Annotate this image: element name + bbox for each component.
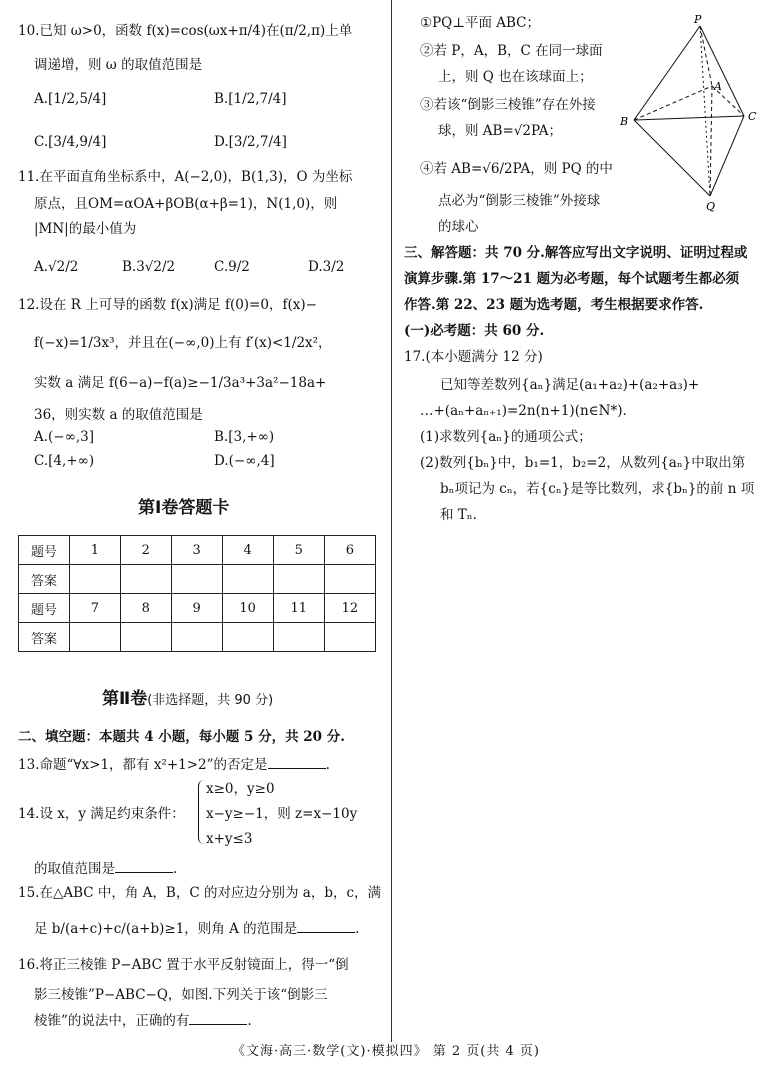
q14-constraint1: x≥0，y≥0 (206, 781, 275, 797)
answer-cell[interactable] (70, 623, 121, 652)
question-number: 10 (222, 594, 273, 623)
part2-title (102, 684, 273, 709)
q13-text: 13.命题“∀x>1，都有 x²+1>2”的否定是 (18, 757, 268, 773)
answer-card-table (18, 535, 376, 652)
question-number: 7 (70, 594, 121, 623)
q13-blank[interactable] (268, 756, 326, 769)
table-row (19, 565, 376, 594)
q15-stem2-text: 足 b/(a+c)+c/(a+b)≥1，则角 A 的范围是 (34, 921, 298, 937)
answer-cell[interactable] (273, 565, 324, 594)
q15-stem2: 足 b/(a+c)+c/(a+b)≥1，则角 A 的范围是 . (34, 921, 360, 937)
q12-option-c: C.[4,+∞) (34, 453, 95, 469)
table-row (19, 536, 376, 565)
q11-stem2: 原点，且OM=αOA+βOB(α+β=1)，N(1,0)，则 (34, 196, 338, 212)
table-row (19, 623, 376, 652)
q16-statement-4b: 点必为“倒影三棱锥”外接球 (438, 193, 601, 209)
question-number: 5 (273, 536, 324, 565)
answer-card-title: 第Ⅰ卷答题卡 (138, 498, 230, 518)
question-number: 12 (324, 594, 375, 623)
q16-statement-1: ①PQ⊥平面 ABC； (420, 15, 540, 31)
page-footer: 《文海·高三·数学(文)·模拟四》 第 2 页(共 4 页) (232, 1044, 540, 1059)
q10-option-a: A.[1/2,5/4] (34, 91, 107, 107)
label-b: B (620, 115, 629, 128)
q11-option-d: D.3/2 (308, 259, 345, 275)
answer-cell[interactable] (273, 623, 324, 652)
label-a: A (714, 80, 722, 93)
q14-constraint2: x−y≥−1，则 z=x−10y (206, 806, 358, 822)
q10-option-b: B.[1/2,7/4] (214, 91, 287, 107)
answer-cell[interactable] (70, 565, 121, 594)
q10-option-c: C.[3/4,9/4] (34, 134, 107, 150)
q10-stem2: 调递增，则 ω 的取值范围是 (34, 57, 203, 73)
question-number: 3 (171, 536, 222, 565)
answer-cell[interactable] (120, 623, 171, 652)
section3-heading-3: 作答.第 22、23 题为选考题，考生根据要求作答. (404, 297, 704, 313)
q14-post: 的取值范围是 . (34, 861, 178, 877)
q11-option-a: A.√2/2 (34, 259, 79, 275)
row-label: 答案 (19, 565, 70, 594)
answer-cell[interactable] (171, 565, 222, 594)
question-number: 4 (222, 536, 273, 565)
q16-statement-2b: 上，则 Q 也在该球面上； (438, 69, 593, 85)
label-c: C (748, 110, 757, 123)
q14-constraint3: x+y≤3 (206, 831, 253, 847)
q17-part2a: (2)数列{bₙ}中，b₁=1，b₂=2，从数列{aₙ}中取出第 (420, 455, 746, 471)
constraint-brace (198, 780, 205, 844)
answer-cell[interactable] (222, 623, 273, 652)
q11-stem: 11.在平面直角坐标系中，A(−2,0)，B(1,3)，O 为坐标 (18, 169, 353, 185)
q15-stem: 15.在△ABC 中，角 A，B，C 的对应边分别为 a，b，c，满 (18, 885, 382, 901)
q12-option-b: B.[3,+∞) (214, 429, 275, 445)
section3-required: (一)必考题：共 60 分. (404, 323, 545, 339)
row-label: 答案 (19, 623, 70, 652)
q16-statement-3a: ③若该“倒影三棱锥”存在外接 (420, 97, 596, 113)
q14-blank[interactable] (115, 860, 173, 873)
q11-option-b: B.3√2/2 (122, 259, 176, 275)
q12-option-d: D.(−∞,4] (214, 453, 275, 469)
section3-heading-1: 三、解答题：共 70 分.解答应写出文字说明、证明过程或 (404, 245, 748, 261)
question-number: 11 (273, 594, 324, 623)
q17-part2b: bₙ项记为 cₙ，若{cₙ}是等比数列，求{bₙ}的前 n 项 (440, 481, 755, 497)
q16-statement-3b: 球，则 AB=√2PA； (438, 123, 563, 139)
part2-subtitle: (非选择题，共 90 分) (147, 693, 274, 708)
answer-cell[interactable] (222, 565, 273, 594)
answer-cell[interactable] (324, 623, 375, 652)
q16-stem3: 棱锥”的说法中，正确的有 . (34, 1013, 252, 1029)
q11-stem3: |MN|的最小值为 (34, 221, 137, 237)
q12-stem4: 36，则实数 a 的取值范围是 (34, 407, 203, 423)
q10-stem: 10.已知 ω>0，函数 f(x)=cos(ωx+π/4)在(π/2,π)上单 (18, 23, 353, 39)
q17-line1: 已知等差数列{aₙ}满足(a₁+a₂)+(a₂+a₃)+ (440, 377, 700, 393)
section3-heading-2: 演算步骤.第 17～21 题为必考题，每个试题考生都必须 (404, 271, 740, 287)
q14-pre: 14.设 x，y 满足约束条件： (18, 806, 185, 822)
q16-blank[interactable] (189, 1012, 247, 1025)
q15-blank[interactable] (297, 920, 355, 933)
q14-post-text: 的取值范围是 (34, 861, 115, 877)
inverted-pyramid-figure (618, 12, 760, 212)
q12-stem: 12.设在 R 上可导的函数 f(x)满足 f(0)=0，f(x)− (18, 297, 317, 313)
q12-stem3: 实数 a 满足 f(6−a)−f(a)≥−1/3a³+3a²−18a+ (34, 375, 327, 391)
table-row (19, 594, 376, 623)
part2-title-text: 第Ⅱ卷 (102, 689, 148, 709)
q17-line2: …+(aₙ+aₙ₊₁)=2n(n+1)(n∈N*). (420, 403, 627, 419)
question-number: 2 (120, 536, 171, 565)
row-label: 题号 (19, 594, 70, 623)
q13-question: 13.命题“∀x>1，都有 x²+1>2”的否定是 . (18, 757, 330, 773)
answer-cell[interactable] (171, 623, 222, 652)
q16-statement-4a: ④若 AB=√6/2PA，则 PQ 的中 (420, 161, 613, 177)
section2-heading: 二、填空题：本题共 4 小题，每小题 5 分，共 20 分. (18, 729, 345, 745)
column-divider (391, 0, 392, 1042)
q12-stem2: f(−x)=1/3x³，并且在(−∞,0)上有 f′(x)<1/2x²， (34, 335, 332, 351)
q16-statement-2a: ②若 P，A，B，C 在同一球面 (420, 43, 603, 59)
q16-stem2: 影三棱锥”P−ABC−Q，如图.下列关于该“倒影三 (34, 987, 328, 1003)
q10-option-d: D.[3/2,7/4] (214, 134, 287, 150)
q16-stem3-text: 棱锥”的说法中，正确的有 (34, 1013, 190, 1029)
question-number: 6 (324, 536, 375, 565)
label-q: Q (706, 200, 716, 212)
q11-option-c: C.9/2 (214, 259, 250, 275)
question-number: 8 (120, 594, 171, 623)
q17-part2c: 和 Tₙ. (440, 507, 477, 523)
answer-cell[interactable] (324, 565, 375, 594)
q12-option-a: A.(−∞,3] (34, 429, 95, 445)
question-number: 1 (70, 536, 121, 565)
q17-heading: 17.(本小题满分 12 分) (404, 349, 543, 365)
answer-cell[interactable] (120, 565, 171, 594)
q16-statement-4c: 的球心 (438, 219, 479, 235)
row-label: 题号 (19, 536, 70, 565)
q16-stem: 16.将正三棱锥 P−ABC 置于水平反射镜面上，得一“倒 (18, 957, 349, 973)
label-p: P (694, 13, 702, 26)
q17-part1: (1)求数列{aₙ}的通项公式； (420, 429, 592, 445)
question-number: 9 (171, 594, 222, 623)
